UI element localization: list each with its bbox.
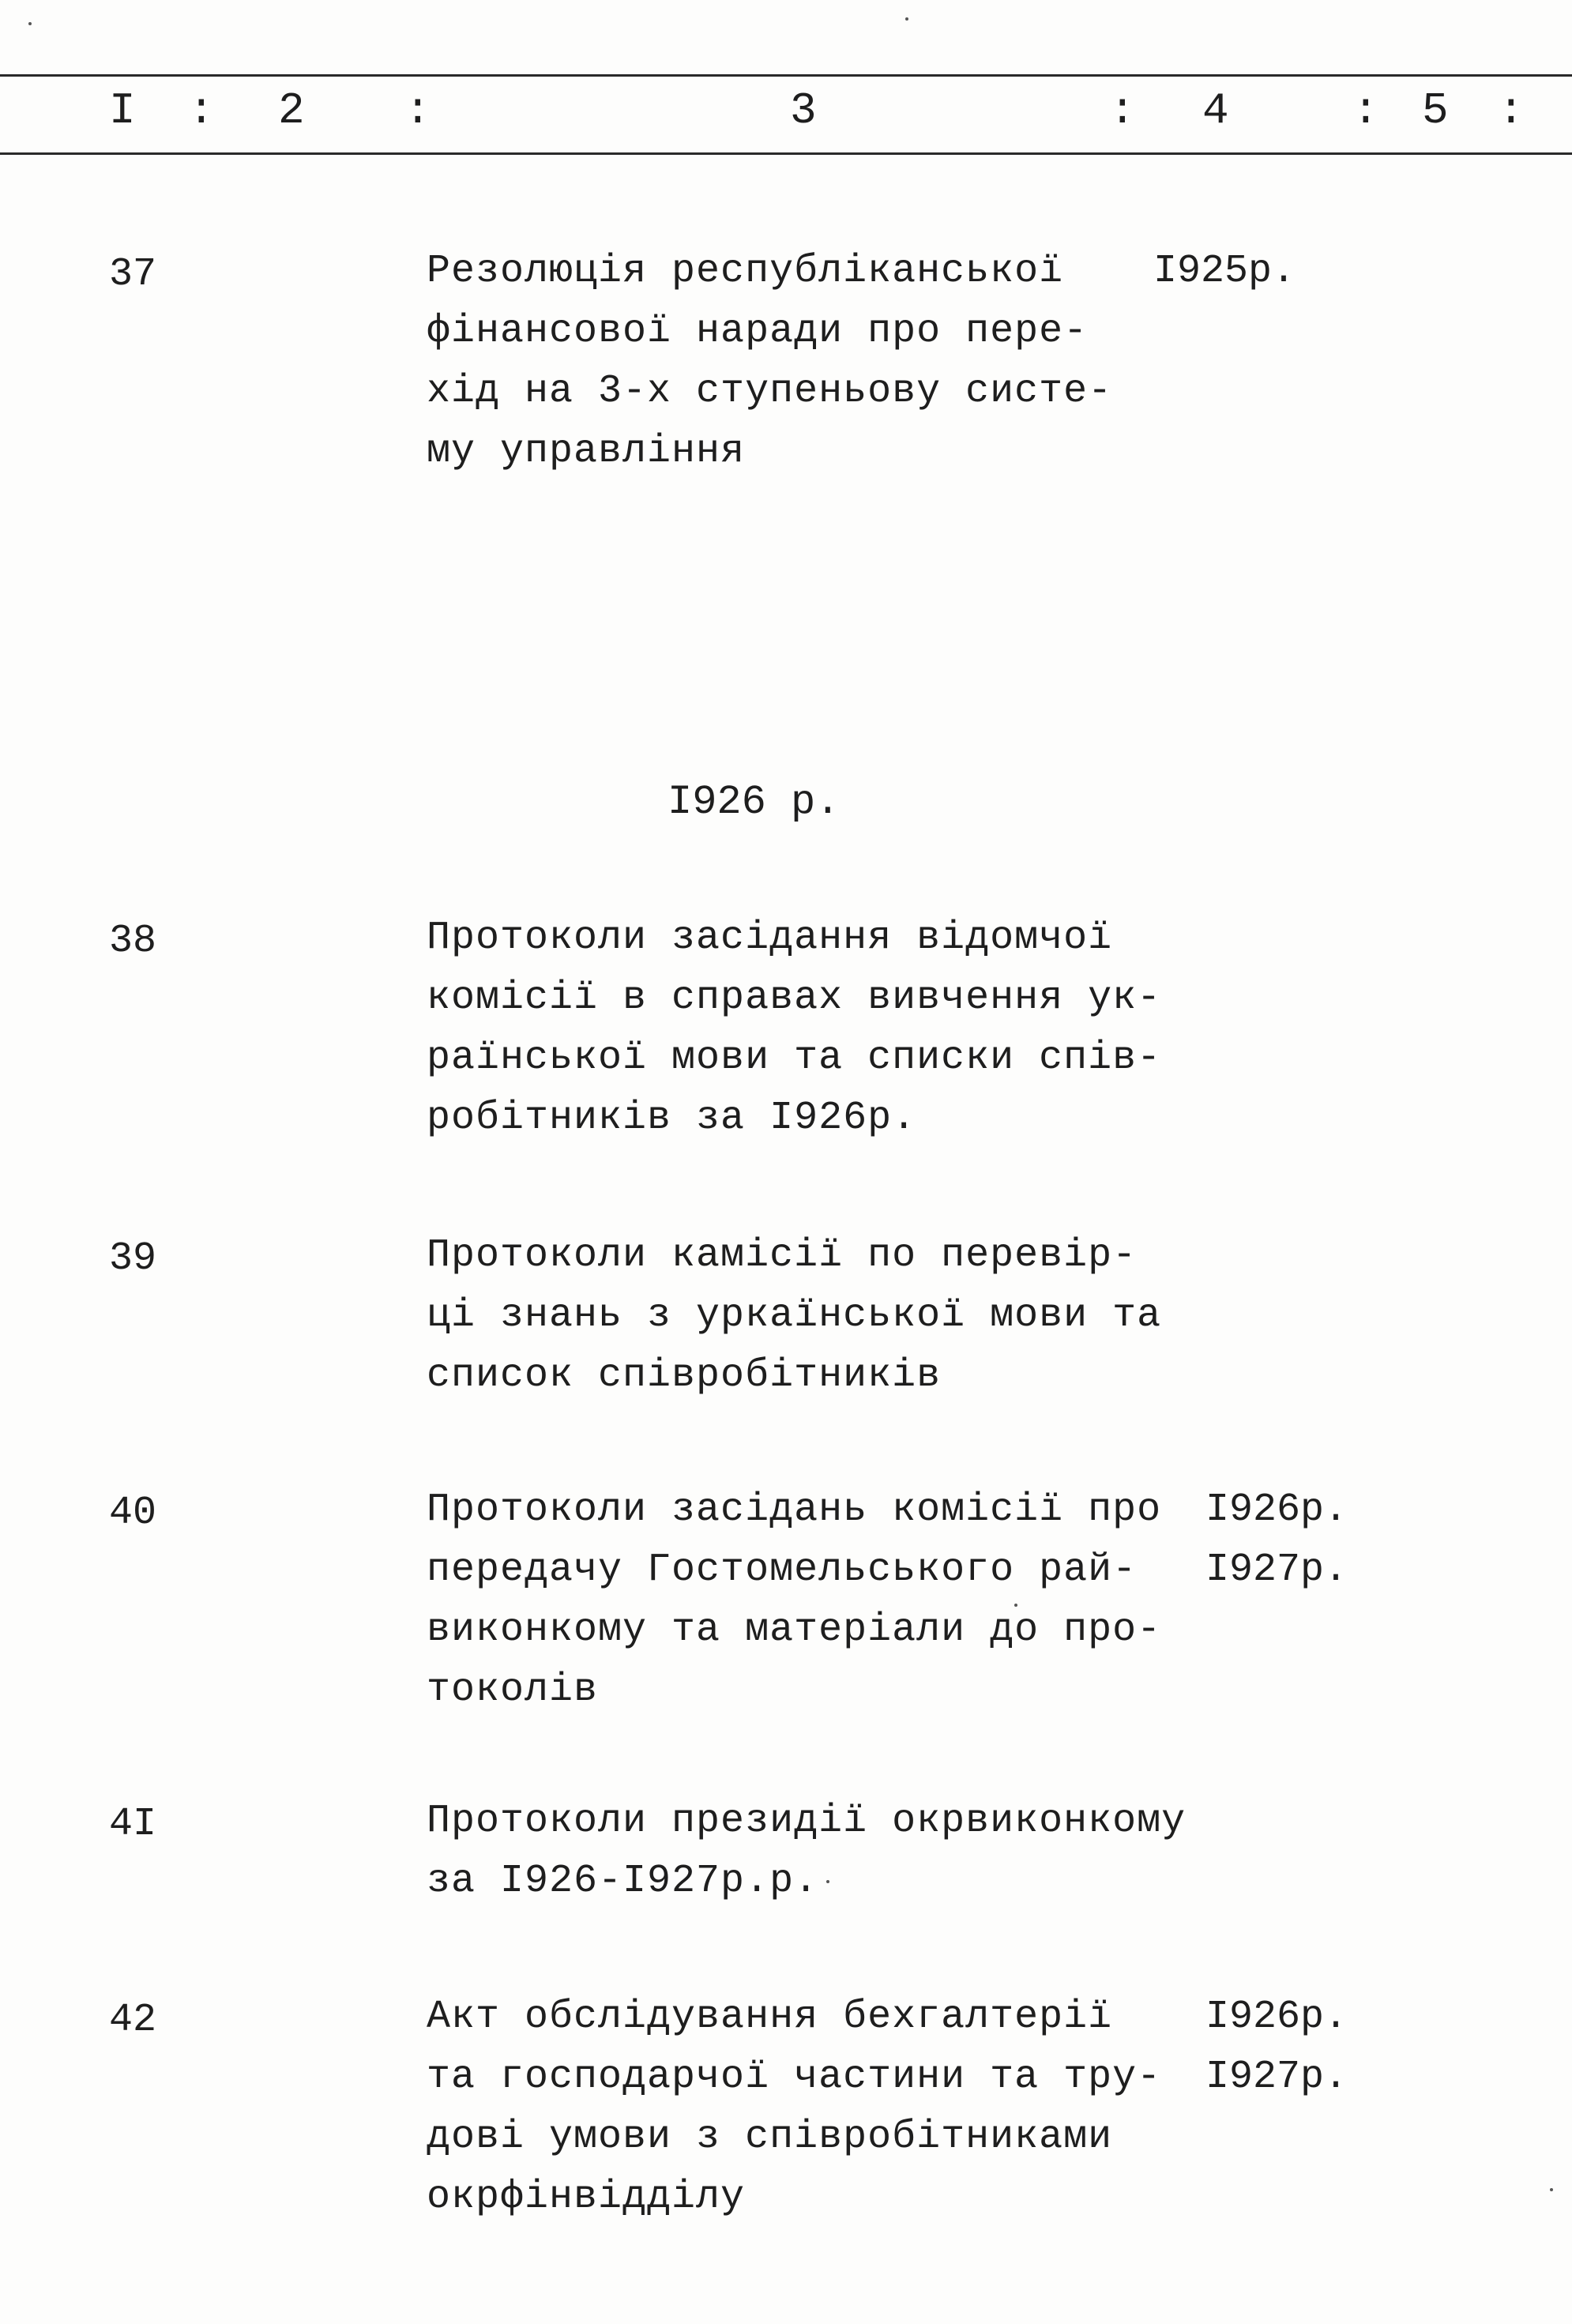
entry-number: 40 xyxy=(109,1491,157,1536)
description-line: Акт обслідування бехгалтерії xyxy=(427,1995,1113,2040)
entry-dates xyxy=(1153,242,1296,302)
description-line: виконкому та матеріали до про- xyxy=(427,1608,1162,1653)
scan-speck xyxy=(826,1880,829,1883)
scan-speck xyxy=(905,17,908,21)
header-col-5: 5 xyxy=(1422,85,1449,136)
entry-description xyxy=(427,1792,1185,1912)
description-line: список співробітників xyxy=(427,1353,942,1398)
entry-date: I927р. xyxy=(1205,2055,1348,2100)
header-separator-5: : xyxy=(1498,85,1525,136)
header-bottom-rule xyxy=(0,152,1572,155)
scan-speck xyxy=(28,22,32,25)
description-line: раїнської мови та списки спів- xyxy=(427,1036,1162,1081)
scan-speck xyxy=(1550,2188,1553,2191)
entry-description xyxy=(427,242,1185,482)
description-line: за I926-I927р.р. xyxy=(427,1859,819,1904)
entry-number: 42 xyxy=(109,1998,157,2043)
description-line: та господарчої частини та тру- xyxy=(427,2055,1162,2100)
description-line: токолів xyxy=(427,1668,599,1713)
header-separator-1: : xyxy=(188,85,215,136)
description-line: Протоколи засідань комісії про xyxy=(427,1487,1162,1532)
description-line: Резолюція республіканської xyxy=(427,249,1064,294)
entry-description xyxy=(427,1226,1185,1406)
description-line: му управління xyxy=(427,429,746,474)
entry-dates xyxy=(1205,1480,1348,1600)
entry-number: 39 xyxy=(109,1236,157,1281)
description-line: передачу Гостомельського рай- xyxy=(427,1547,1138,1593)
description-line: ці знань з уркаїнської мови та xyxy=(427,1293,1162,1338)
entry-date: I925р. xyxy=(1153,249,1296,294)
description-line: хід на 3-х ступеньову систе- xyxy=(427,369,1113,414)
description-line: Протоколи камісії по перевір- xyxy=(427,1233,1138,1278)
entry-date: I926р. xyxy=(1205,1487,1348,1532)
entry-description xyxy=(427,1480,1185,1720)
description-line: робітників за I926р. xyxy=(427,1096,917,1141)
entry-date: I926р. xyxy=(1205,1995,1348,2040)
header-separator-2: : xyxy=(404,85,431,136)
entry-number: 38 xyxy=(109,919,157,964)
entry-dates xyxy=(1205,1987,1348,2108)
header-col-3: 3 xyxy=(790,85,817,136)
description-line: фінансової наради про пере- xyxy=(427,309,1089,354)
entry-description xyxy=(427,908,1185,1149)
entry-number: 37 xyxy=(109,252,157,297)
description-line: Протоколи президії окрвиконкому xyxy=(427,1799,1187,1844)
scan-speck xyxy=(1014,1604,1017,1607)
header-col-1: I xyxy=(109,85,136,136)
description-line: окрфінвідділу xyxy=(427,2175,746,2220)
description-line: комісії в справах вивчення ук- xyxy=(427,976,1162,1021)
entry-description xyxy=(427,1987,1185,2228)
header-col-4: 4 xyxy=(1202,85,1229,136)
description-line: Протоколи засідання відомчої xyxy=(427,916,1113,961)
header-top-rule xyxy=(0,74,1572,77)
entry-date: I927р. xyxy=(1205,1547,1348,1593)
year-heading: I926 р. xyxy=(668,779,841,825)
header-separator-3: : xyxy=(1109,85,1136,136)
entry-number: 4I xyxy=(109,1802,157,1847)
header-separator-4: : xyxy=(1352,85,1379,136)
header-col-2: 2 xyxy=(278,85,305,136)
description-line: дові умови з співробітниками xyxy=(427,2115,1113,2160)
